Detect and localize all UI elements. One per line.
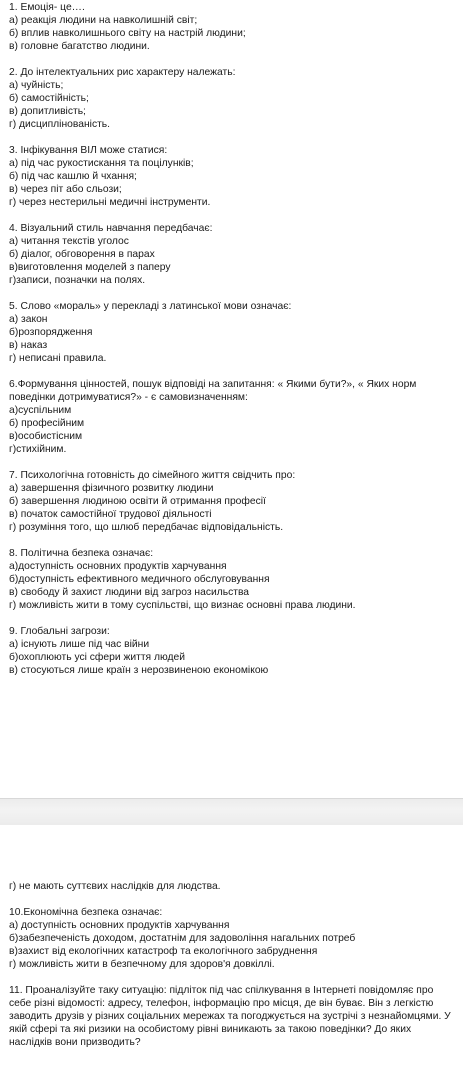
question-3 — [9, 144, 457, 209]
answer-option: г)стихійним. — [9, 444, 67, 455]
question-text: 4. Візуальний стиль навчання передбачає: — [9, 223, 213, 234]
question-6 — [9, 378, 457, 456]
question-text: 10.Економічна безпека означає: — [9, 907, 163, 918]
document-page-2 — [0, 825, 463, 1069]
page-break — [0, 798, 463, 826]
question-text: 3. Інфікування ВІЛ може статися: — [9, 145, 168, 156]
question-10 — [9, 906, 457, 971]
question-2 — [9, 66, 457, 131]
answer-option: в)особистісним — [9, 431, 83, 442]
answer-option: г) дисциплінованість. — [9, 119, 111, 130]
answer-option: б)доступність ефективного медичного обслуговування — [9, 574, 270, 585]
answer-option: а) реакція людини на навколишній світ; — [9, 15, 198, 26]
answer-option: г) через нестерильні медичні інструменти. — [9, 197, 211, 208]
question-7 — [9, 469, 457, 534]
answer-option: а)суспільним — [9, 405, 72, 416]
question-text: 2. До інтелектуальних рис характеру належать: — [9, 67, 236, 78]
answer-option: в) стосуються лише країн з нерозвиненою економікою — [9, 665, 269, 676]
answer-option: а) закон — [9, 314, 48, 325]
answer-option: в) допитливість; — [9, 106, 86, 117]
answer-option: а) доступність основних продуктів харчування — [9, 920, 230, 931]
answer-option: б)розпорядження — [9, 327, 93, 338]
answer-option: а) чуйність; — [9, 80, 64, 91]
question-text: 6.Формування цінностей, пошук відповіді на запитання: « Якими бути?», « Яких норм поведінки дотримуватися?» - є самовизначенням: — [9, 379, 417, 403]
answer-option: а) завершення фізичного розвитку людини — [9, 483, 214, 494]
answer-option: г) можливість жити в тому суспільстві, що визнає основні права людини. — [9, 600, 356, 611]
question-8 — [9, 547, 457, 612]
question-5 — [9, 300, 457, 365]
question-text: 5. Слово «мораль» у перекладі з латинської мови означає: — [9, 301, 292, 312]
answer-option: г) не мають суттєвих наслідків для людства. — [9, 881, 221, 892]
question-4 — [9, 222, 457, 287]
answer-option: в) наказ — [9, 340, 48, 351]
answer-option: в) через піт або сльози; — [9, 184, 122, 195]
answer-option: б) вплив навколишнього світу на настрій людини; — [9, 28, 246, 39]
question-text: 8. Політична безпека означає: — [9, 548, 154, 559]
question-9-continued — [9, 880, 457, 893]
answer-option: б)охоплюють усі сфери життя людей — [9, 652, 185, 663]
answer-option: г) можливість жити в безпечному для здоров'я довкіллі. — [9, 959, 275, 970]
answer-option: б)забезпеченість доходом, достатнім для задовоління нагальних потреб — [9, 933, 356, 944]
answer-option: г) неписані правила. — [9, 353, 107, 364]
answer-option: а) існують лише під час війни — [9, 639, 150, 650]
question-11 — [9, 984, 457, 1049]
answer-option: а)доступність основних продуктів харчування — [9, 561, 227, 572]
question-text: 9. Глобальні загрози: — [9, 626, 110, 637]
answer-option: б) самостійність; — [9, 93, 89, 104]
question-text: 7. Психологічна готовність до сімейного життя свідчить про: — [9, 470, 296, 481]
question-text: 1. Емоція- це…. — [9, 2, 85, 13]
answer-option: б) завершення людиною освіти й отримання професії — [9, 496, 266, 507]
answer-option: в)захист від екологічних катастроф та екологічного забруднення — [9, 946, 318, 957]
question-1 — [9, 1, 457, 53]
answer-option: г) розуміння того, що шлюб передбачає відповідальність. — [9, 522, 284, 533]
answer-option: а) під час рукостискання та поцілунків; — [9, 158, 194, 169]
answer-option: г)записи, позначки на полях. — [9, 275, 146, 286]
answer-option: в) головне багатство людини. — [9, 41, 150, 52]
question-text: 11. Проаналізуйте таку ситуацію: підліток під час спілкування в Інтернеті повідомляє про себе різні відомості: адресу, телефон, інформацію про місця, де він буває. Він з легкістю заводить друзів у різних соціальних мережах та погоджується на зустрічі з незнайомцями. У якій сфері та які ризики на особистому рівні виникають за такою поведінки? До яких наслідків вони призводить? — [9, 985, 451, 1048]
answer-option: б) діалог, обговорення в парах — [9, 249, 155, 260]
questions-list-continued — [0, 825, 463, 1049]
answer-option: в) свободу й захист людини від загроз насильства — [9, 587, 250, 598]
answer-option: б) професійним — [9, 418, 85, 429]
answer-option: в) початок самостійної трудової діяльності — [9, 509, 212, 520]
answer-option: а) читання текстів уголос — [9, 236, 129, 247]
answer-option: б) під час кашлю й чхання; — [9, 171, 137, 182]
question-9 — [9, 625, 457, 677]
answer-option: в)виготовлення моделей з паперу — [9, 262, 171, 273]
